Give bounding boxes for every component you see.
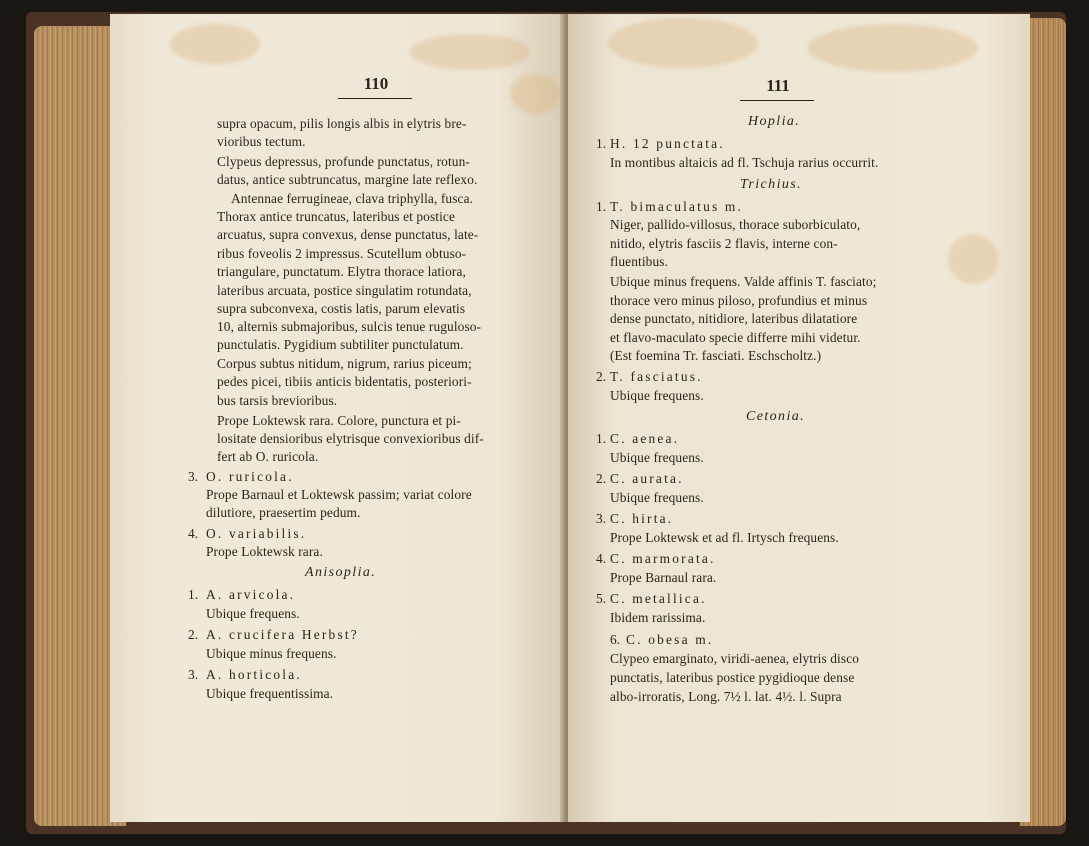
text-line: Ibidem rarissima. [610, 610, 706, 625]
species-name: A. horticola. [206, 667, 302, 682]
species-name: C. hirta. [610, 511, 674, 526]
right-page [568, 14, 1030, 822]
text-line: Prope Barnaul et Loktewsk passim; variat colore [206, 487, 472, 502]
species-name: C. aurata. [610, 471, 684, 486]
text-line: Niger, pallido-villosus, thorace suborbiculato, [610, 217, 861, 232]
species-name: H. 12 punctata. [610, 136, 725, 151]
species-number: 5. [596, 591, 607, 606]
text-line: supra opacum, pilis longis albis in elytris bre- [217, 116, 467, 131]
species-name: A. arvicola. [206, 587, 296, 602]
page-number-rule [338, 98, 412, 99]
species-number: 1. [596, 136, 607, 151]
text-line: Prope Loktewsk et ad fl. Irtysch frequens. [610, 530, 839, 545]
species-name: T. bimaculatus m. [610, 199, 744, 214]
text-line: Prope Loktewsk rara. Colore, punctura et pi- [217, 413, 461, 428]
text-line: et flavo-maculato specie differre mihi videtur. [610, 330, 861, 345]
text-line: Ubique frequens. [610, 490, 704, 505]
genus-heading: Anisoplia. [305, 565, 377, 580]
text-line: 10, alternis submajoribus, sulcis tenue ruguloso- [217, 319, 482, 334]
text-line: vioribus tectum. [217, 134, 306, 149]
stain [608, 18, 758, 68]
text-line: Ubique frequens. [610, 388, 704, 403]
stain [170, 24, 260, 64]
species-name: C. marmorata. [610, 551, 716, 566]
species-number: 3. [188, 667, 199, 682]
text-line: albo-irroratis, Long. 7½ l. lat. 4½. l. Supra [610, 689, 842, 704]
text-line: Ubique frequens. [206, 606, 300, 621]
species-number: 6. [610, 632, 621, 647]
page-number: 110 [363, 74, 389, 93]
text-line: pedes picei, tibiis anticis bidentatis, posteriori- [217, 374, 472, 389]
text-line: fluentibus. [610, 254, 669, 269]
text-line: thorace vero minus piloso, profundius et minus [610, 293, 868, 308]
genus-heading: Hoplia. [748, 114, 801, 129]
text-line: Corpus subtus nitidum, nigrum, rarius piceum; [217, 356, 472, 371]
text-line: bus tarsis brevioribus. [217, 393, 338, 408]
left-page [110, 14, 565, 822]
species-number: 3. [596, 511, 607, 526]
text-line: Ubique frequentissima. [206, 686, 334, 701]
species-name: A. crucifera Herbst? [206, 627, 359, 642]
species-number: 4. [596, 551, 607, 566]
species-name: T. fasciatus. [610, 369, 703, 384]
text-line: Clypeo emarginato, viridi-aenea, elytris disco [610, 651, 860, 666]
text-line: (Est foemina Tr. fasciati. Eschscholtz.) [610, 348, 822, 363]
text-line: fert ab O. ruricola. [217, 449, 319, 464]
text-line: triangulare, punctatum. Elytra thorace latiora, [217, 264, 466, 279]
text-line: Antennae ferrugineae, clava triphylla, fusca. [231, 191, 474, 206]
species-number: 2. [596, 471, 607, 486]
text-line: Ubique frequens. [610, 450, 704, 465]
page-number-rule [740, 100, 814, 101]
text-line: supra subconvexa, costis latis, parum elevatis [217, 301, 466, 316]
species-number: 3. [188, 469, 199, 484]
text-line: punctulatis. Pygidium subtiliter punctulatum. [217, 337, 464, 352]
species-name: O. ruricola. [206, 469, 294, 484]
species-number: 2. [188, 627, 199, 642]
page-number: 111 [766, 76, 790, 95]
species-name: C. aenea. [610, 431, 680, 446]
species-name: O. variabilis. [206, 526, 307, 541]
text-line: dilutiore, praesertim pedum. [206, 505, 361, 520]
text-line: lateribus arcuata, postice singulatim rotundata, [217, 283, 472, 298]
text-line: Thorax antice truncatus, lateribus et postice [217, 209, 456, 224]
text-line: Clypeus depressus, profunde punctatus, rotun- [217, 154, 470, 169]
text-line: nitido, elytris fasciis 2 flavis, interne con- [610, 236, 838, 251]
stain [510, 74, 560, 114]
text-line: Ubique minus frequens. Valde affinis T. fasciato; [610, 274, 877, 289]
species-name: C. metallica. [610, 591, 707, 606]
text-line: punctatis, lateribus postice pygidioque dense [610, 670, 855, 685]
genus-heading: Trichius. [740, 177, 803, 192]
text-line: ribus foveolis 2 impressus. Scutellum obtuso- [217, 246, 467, 261]
text-line: lositate densioribus elytrisque convexioribus dif- [217, 431, 484, 446]
species-number: 4. [188, 526, 199, 541]
stain [808, 24, 978, 72]
stain [948, 234, 998, 284]
species-number: 1. [596, 431, 607, 446]
species-number: 1. [596, 199, 607, 214]
species-name: C. obesa m. [626, 632, 714, 647]
text-line: Ubique minus frequens. [206, 646, 337, 661]
species-number: 2. [596, 369, 607, 384]
text-line: In montibus altaicis ad fl. Tschuja rarius occurrit. [610, 155, 879, 170]
species-number: 1. [188, 587, 199, 602]
text-line: dense punctato, nitidiore, lateribus dilatatiore [610, 311, 858, 326]
text-line: arcuatus, supra convexus, dense punctatus, late- [217, 227, 479, 242]
genus-heading: Cetonia. [746, 409, 806, 424]
stain [410, 34, 530, 70]
text-line: Prope Loktewsk rara. [206, 544, 323, 559]
text-line: datus, antice subtruncatus, margine late reflexo. [217, 172, 478, 187]
text-line: Prope Barnaul rara. [610, 570, 717, 585]
